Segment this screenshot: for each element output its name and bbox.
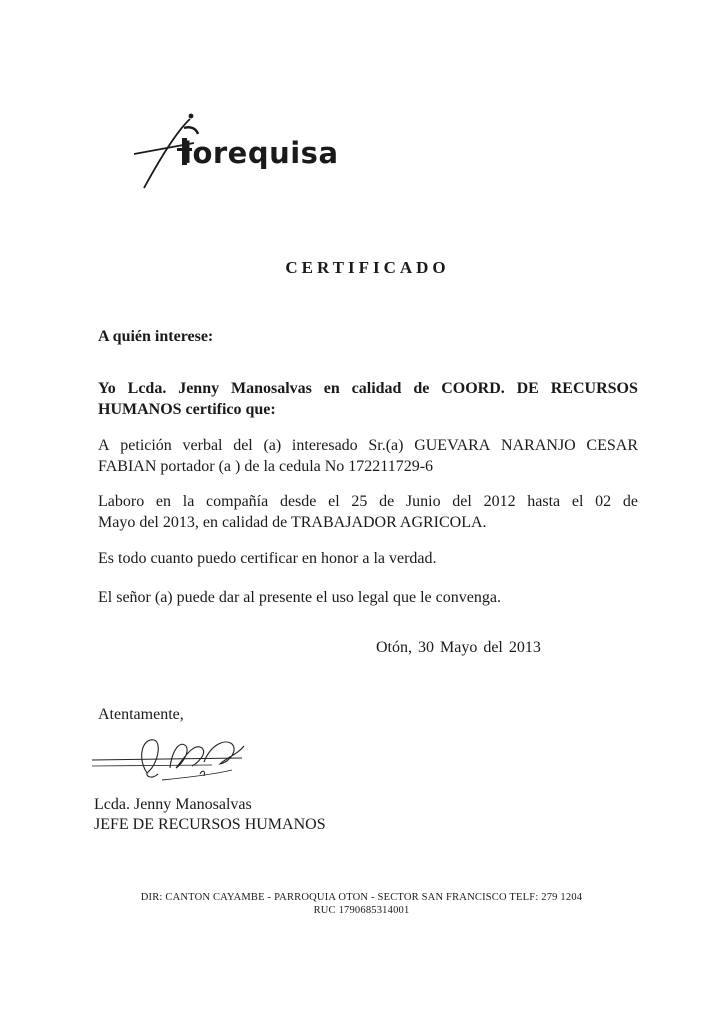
signer-position: JEFE DE RECURSOS HUMANOS: [94, 816, 326, 833]
employment-line-1: Laboro en la compañía desde el 25 de Junio del 2012 hasta el 02 de: [98, 493, 638, 510]
company-logo: [134, 110, 354, 190]
employment-line-2: Mayo del 2013, en calidad de TRABAJADOR AGRICOLA.: [98, 514, 487, 531]
employment-paragraph: [98, 491, 638, 533]
intro-paragraph: [98, 378, 638, 420]
petition-line-1: A petición verbal del (a) interesado Sr.(a) GUEVARA NARANJO CESAR: [98, 437, 638, 454]
footer: [0, 891, 723, 917]
footer-address: DIR: CANTON CAYAMBE - PARROQUIA OTON - SECTOR SAN FRANCISCO TELF: 279 1204: [140, 892, 583, 903]
honor-statement: Es todo cuanto puedo certificar en honor a la verdad.: [98, 550, 437, 567]
signer-name: Lcda. Jenny Manosalvas: [94, 796, 252, 813]
intro-line-1: Yo Lcda. Jenny Manosalvas en calidad de COORD. DE RECURSOS: [98, 380, 638, 397]
petition-paragraph: [98, 435, 638, 477]
legal-use-statement: El señor (a) puede dar al presente el uso legal que le convenga.: [98, 589, 501, 606]
footer-ruc: RUC 1790685314001: [313, 905, 410, 916]
handwritten-signature: [92, 728, 262, 788]
salutation: A quién interese:: [98, 328, 214, 345]
closing: Atentamente,: [98, 706, 184, 723]
signer-block: [94, 795, 326, 835]
logo-wordmark: lorequisa: [182, 136, 339, 170]
petition-line-2: FABIAN portador (a ) de la cedula No 172211729-6: [98, 458, 434, 475]
document-title: CERTIFICADO: [285, 258, 450, 277]
date-place: Otón, 30 Mayo del 2013: [376, 639, 541, 656]
intro-line-2: HUMANOS certifico que:: [98, 401, 276, 418]
